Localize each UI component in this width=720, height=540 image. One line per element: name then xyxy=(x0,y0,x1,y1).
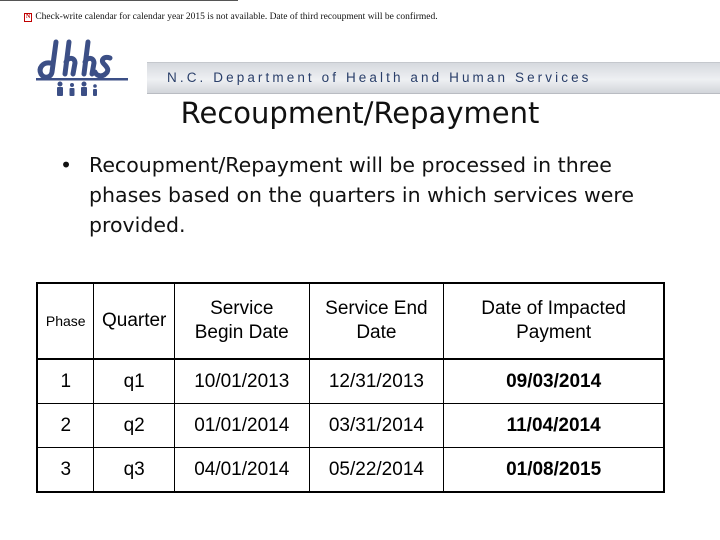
quarter-cell: q2 xyxy=(94,404,174,448)
footnote xyxy=(24,12,438,22)
header-impact-line-1: Date of Impacted xyxy=(481,298,626,319)
header-begin-line-1: Service xyxy=(210,298,274,319)
footnote-text: Check-write calendar for calendar year 2015 is not available. Date of third recoupment will be confirmed. xyxy=(35,12,438,22)
phase-cell: 1 xyxy=(37,359,94,404)
department-banner xyxy=(147,62,720,94)
header-end-line-2: Date xyxy=(356,322,397,343)
begin-date-cell: 10/01/2013 xyxy=(174,359,309,404)
bullet-text: Recoupment/Repayment will be processed in three phases based on the quarters in which services were provided. xyxy=(89,153,634,237)
end-date-cell: 03/31/2014 xyxy=(309,404,444,448)
begin-date-cell: 01/01/2014 xyxy=(174,404,309,448)
quarter-cell: q3 xyxy=(94,448,174,493)
bullet-icon: • xyxy=(60,153,73,177)
table-row xyxy=(37,359,664,404)
begin-date-cell: 04/01/2014 xyxy=(174,448,309,493)
table-row xyxy=(37,404,664,448)
dhhs-logo xyxy=(34,38,130,100)
payment-date-cell: 09/03/2014 xyxy=(444,359,664,404)
end-date-cell: 12/31/2013 xyxy=(309,359,444,404)
department-name: N.C. Department of Health and Human Services xyxy=(167,70,592,85)
table-header-row xyxy=(37,283,664,359)
phase-cell: 2 xyxy=(37,404,94,448)
phase-cell: 3 xyxy=(37,448,94,493)
header-end-line-1: Service End xyxy=(325,298,428,319)
header-phase: Phase xyxy=(37,283,94,359)
recoupment-phase-table xyxy=(36,282,665,493)
header-begin-line-2: Begin Date xyxy=(194,322,289,343)
bullet-point xyxy=(60,150,689,240)
header-service-end-date xyxy=(309,283,444,359)
header-service-begin-date xyxy=(174,283,309,359)
table-row xyxy=(37,448,664,493)
payment-date-cell: 01/08/2015 xyxy=(444,448,664,493)
slide-title: Recoupment/Repayment xyxy=(180,96,540,130)
header-quarter: Quarter xyxy=(94,283,174,359)
quarter-cell: q1 xyxy=(94,359,174,404)
header-impact-line-2: Payment xyxy=(516,322,592,343)
header-impacted-payment-date xyxy=(444,283,664,359)
footnote-divider xyxy=(0,0,238,1)
end-date-cell: 05/22/2014 xyxy=(309,448,444,493)
payment-date-cell: 11/04/2014 xyxy=(444,404,664,448)
footnote-mark: N xyxy=(26,14,31,20)
